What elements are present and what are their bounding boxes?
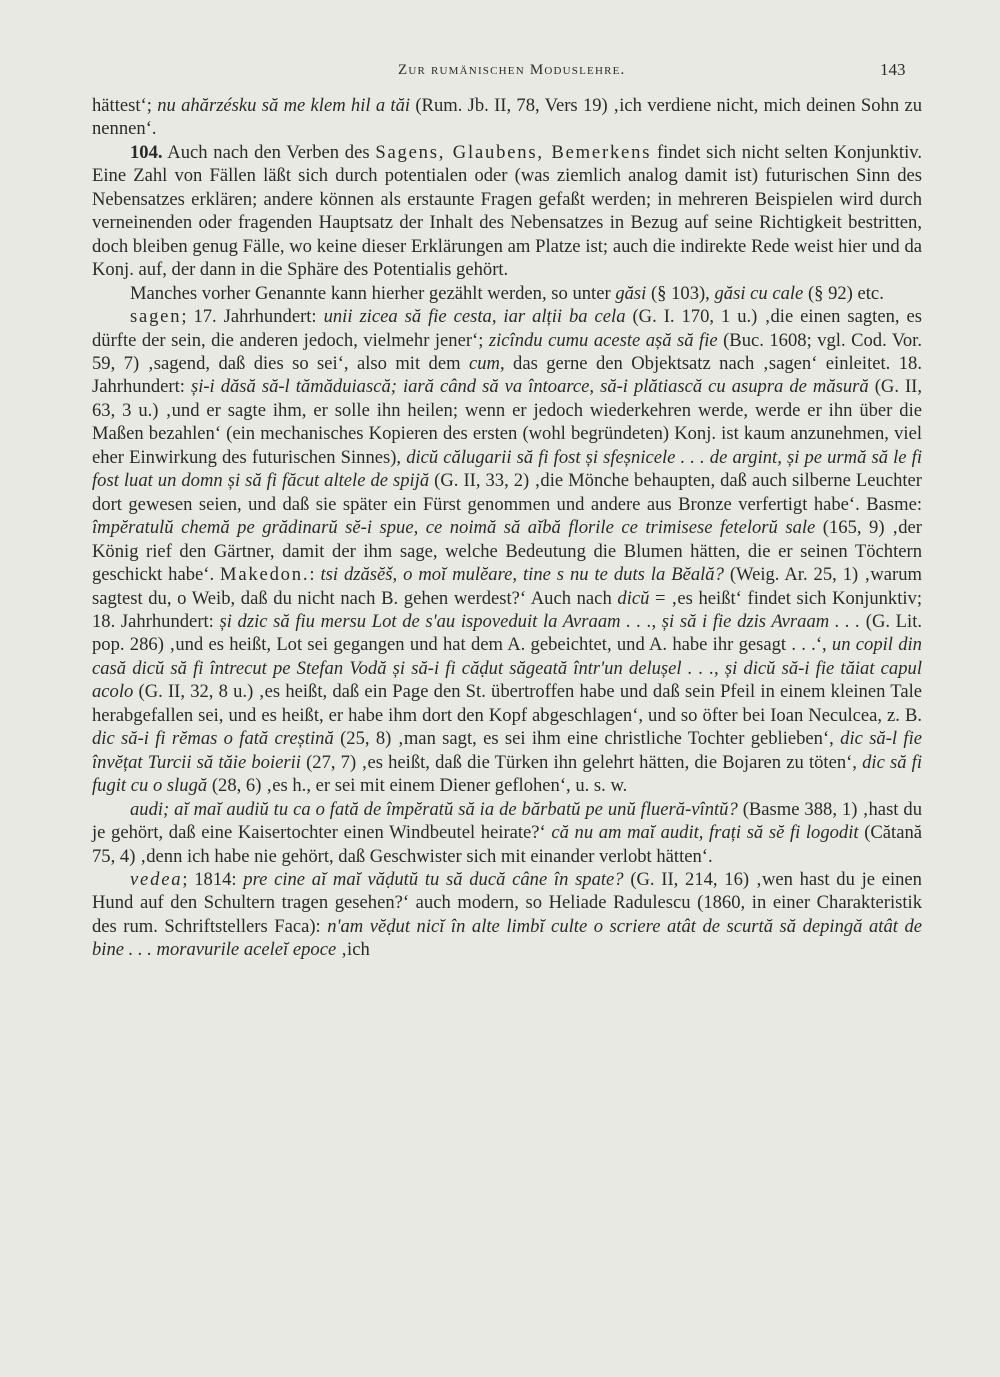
romanian-quote: dicŭ (617, 587, 650, 609)
text-run: (G. Lit. pop. 286) ‚und es heißt, Lot sei gegangen und hat dem A. gebeichtet, und A. habe ihr gesagt . . .‘, (92, 610, 923, 656)
paragraph (92, 305, 922, 798)
text-run: (G. II, 63, 3 u.) ‚und er sagte ihm, er solle ihn heilen; wenn er jedoch wiederkehren werde, werde er ihn über die Maßen bezahlen‘ (ein mechanisches Kopieren des ersten (wohl begründeten) Konj. ist kaum anzunehmen, viel eher Einwirkung des futurischen Sinnes), (92, 376, 923, 468)
text-run: (28, 6) ‚es h., er sei mit einem Diener geflohen‘, u. s. w. (207, 775, 628, 797)
romanian-quote: găsi (615, 282, 647, 304)
romanian-quote: dic să fi fugit cu o slugă (92, 751, 922, 797)
text-run: (Buc. 1608; vgl. Cod. Vor. 59, 7) ‚sagend, daß dies so sei‘, also mit dem (92, 329, 923, 374)
romanian-quote: unii zicea să fie cesta, iar alții ba cela (323, 306, 626, 328)
spaced-keyword: sagen (130, 306, 182, 328)
paragraph (92, 868, 922, 962)
body-text (92, 94, 922, 962)
paragraph (92, 798, 922, 868)
text-run: ‚ich (336, 939, 370, 961)
text-run: (27, 7) ‚es heißt, daß die Türken ihn gelehrt hätten, die Bojaren zu töten‘, (300, 751, 863, 773)
spaced-keyword: Sagens, Glaubens, Bemerkens (375, 141, 652, 163)
text-run: ; 17. Jahrhundert: (181, 306, 324, 328)
running-title: Zur rumänischen Moduslehre. (398, 62, 626, 78)
text-run: (G. II, 32, 8 u.) ‚es heißt, daß ein Page den St. übertroffen habe und daß sein Pfeil in einem kleinen Tale herabgefallen sei, und es heißt, er habe ihm dort den Kopf abgeschlagen‘, und so öfter bei Ioan Neculcea, z. B. (92, 681, 922, 726)
page-number: 143 (880, 60, 906, 79)
text-run: , das gerne den Objektsatz nach ‚sagen‘ einleitet. 18. Jahrhundert: (92, 352, 922, 398)
text-run: (G. I. 170, 1 u.) ‚die einen sagten, es dürfte der sein, die anderen jedoch, vielmehr jener‘; (92, 306, 922, 351)
text-run: (Basme 388, 1) ‚hast du je gehört, daß eine Kaisertochter einen Windbeutel heirate?‘ (92, 798, 922, 844)
romanian-quote: că nu am maĭ audit, frați să sĕ fi logodit (551, 822, 859, 844)
romanian-quote: tsi dzăsĕš, o moĭ mulĕare, tine s nu te duts la Bĕală? (320, 564, 724, 586)
spaced-keyword: Makedon. (220, 564, 310, 586)
text-run: (Rum. Jb. II, 78, Vers 19) ‚ich verdiene nicht, mich deinen Sohn zu nennen‘. (92, 95, 922, 140)
romanian-quote: zicîndu cumu aceste așă să fie (488, 329, 718, 351)
romanian-quote: și-i dăsă să-l tămăduiască; iară când să va întoarce, să-i plătiască cu asupra de măsură (190, 376, 869, 398)
romanian-quote: împĕratulŭ chemă pe grădinarŭ sĕ-i spue, ce noimă să aĭbă florile ce trimisese fetelorŭ sale (92, 517, 816, 539)
text-run: (G. II, 214, 16) ‚wen hast du je einen Hund auf den Schultern tragen gesehen?‘ auch modern, so Heliade Radulescu (1860, in einer Charakteristik des rum. Schriftstellers Faca): (92, 868, 922, 937)
romanian-quote: nu ahărzésku să me klem hil a tăi (157, 95, 411, 116)
romanian-quote: pre cine aĭ maĭ văḍutŭ tu să ducă câne în spate? (243, 868, 624, 890)
text-run: ; 1814: (182, 868, 244, 890)
section-number: 104. (130, 141, 163, 163)
text-run: (25, 8) ‚man sagt, es sei ihm eine christliche Tochter geblieben‘, (333, 728, 841, 750)
text-run: (165, 9) ‚der König rief den Gärtner, damit der ihm sage, welche Bedeutung die Blumen hätten, die er seinen Töchtern geschickt habe‘. (92, 517, 922, 586)
text-run: (§ 92) etc. (803, 282, 884, 304)
romanian-quote: dicŭ călugarii să fi fost și sfeșnicele . . . de argint, și pe urmă să le fi fost luat un domn și să fi făcut altele de spijă (92, 446, 922, 492)
text-run: : (309, 564, 321, 586)
romanian-quote: găsi cu cale (714, 282, 804, 304)
romanian-quote: cum (468, 352, 500, 374)
romanian-quote: un copil din casă dicŭ să fi întrecut pe Stefan Vodă și să-i fi căḍut săgeată într'un delușel . . ., și dicŭ să-i fie tăiat capul acolo (92, 634, 922, 703)
text-run: Manches vorher Genannte kann hierher gezählt werden, so unter (130, 282, 616, 304)
text-run: findet sich nicht selten Konjunktiv. Eine Zahl von Fällen läßt sich durch potentialen oder (was ziemlich analog damit ist) futurischen Sinn des Nebensatzes erklären; andere können als erstaunte Fragen gefaßt werden; in mehreren Beispielen wird durch verneinenden oder fragenden Hauptsatz der Inhalt des Nebensatzes in Bezug auf seine Richtigkeit bestritten, doch bleiben genug Fälle, wo keine dieser Erklärungen am Platze ist; auch die indirekte Rede weist hier und da Konj. auf, der dann in die Sphäre des Potentialis gehört. (92, 141, 922, 281)
paragraph (92, 282, 922, 305)
text-run: = ‚es heißt‘ findet sich Konjunktiv; 18. Jahrhundert: (92, 587, 922, 632)
romanian-quote: vedea (130, 868, 183, 890)
text-run: (G. II, 33, 2) ‚die Mönche behaupten, daß auch silberne Leuchter dort gewesen seien, und daß sie später ein Fürst genommen und andere aus Bronze verfertigt habe‘. Basme: (92, 470, 922, 515)
text-run: (§ 103), (646, 282, 715, 304)
romanian-quote: dic să-i fi rĕmas o fată creștină (92, 728, 334, 750)
romanian-quote: n'am vĕḍut nicĭ în alte limbĭ culte o scriere atât de scurtă să depingă atât de bine . . . moravurile aceleĭ epoce (92, 915, 923, 961)
paragraph (92, 141, 922, 282)
running-head (0, 62, 1000, 84)
text-run: hättest‘; (92, 95, 158, 116)
text-run: (Weig. Ar. 25, 1) ‚warum sagtest du, o Weib, daß du nicht nach B. gehen werdest?‘ Auch nach (92, 564, 922, 609)
paragraph (92, 94, 922, 141)
romanian-quote: și dzic să fiu mersu Lot de s'au ispoveduit la Avraam . . ., și să i fie dzis Avraam . . . (219, 610, 861, 632)
text-run: (Cătană 75, 4) ‚denn ich habe nie gehört, daß Geschwister sich mit einander verlobt hätten‘. (92, 822, 923, 867)
romanian-quote: audi; aĭ maĭ audiŭ tu ca o fată de împĕratŭ să ia de bărbatŭ pe unŭ flueră-vîntŭ? (130, 798, 738, 820)
text-run: Auch nach den Verben des (162, 141, 376, 163)
romanian-quote: dic să-l fie învĕțat Turcii să tăie boierii (92, 728, 922, 773)
